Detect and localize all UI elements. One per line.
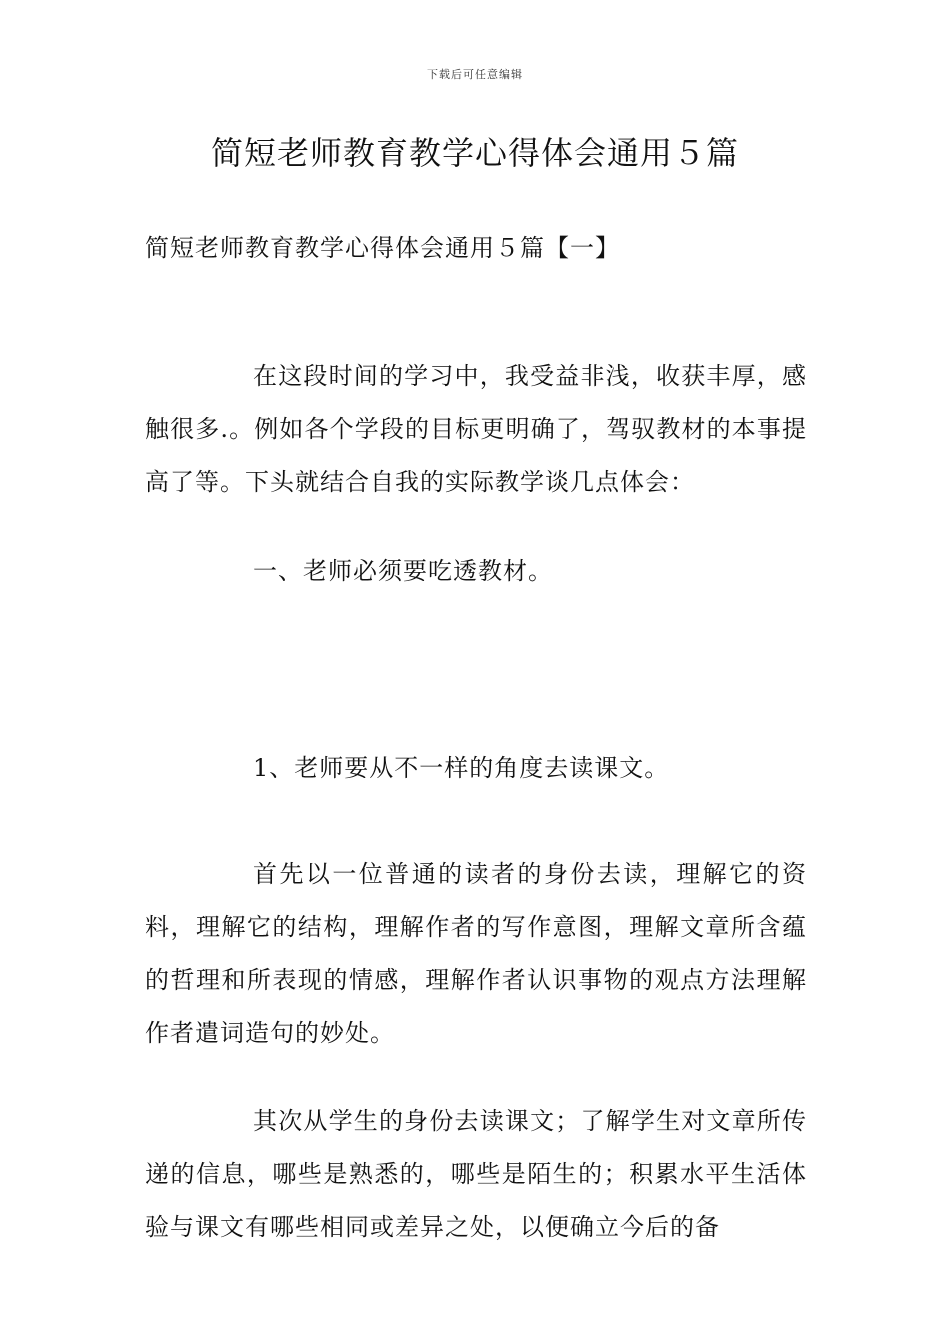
paragraph-intro: 在这段时间的学习中，我受益非浅，收获丰厚，感触很多.。例如各个学段的目标更明确了，驾驭教材的本事提高了等。下头就结合自我的实际教学谈几点体会： <box>145 362 807 496</box>
header-note: 下载后可任意编辑 <box>427 68 523 81</box>
subsection-heading-1: 1、老师要从不一样的角度去读课文。 <box>253 754 670 782</box>
section-heading-1: 一、老师必须要吃透教材。 <box>253 557 553 585</box>
document-subtitle: 简短老师教育教学心得体会通用５篇【一】 <box>145 234 620 262</box>
paragraph-reader-perspective: 首先以一位普通的读者的身份去读，理解它的资料，理解它的结构，理解作者的写作意图，理解文章所含蕴的哲理和所表现的情感，理解作者认识事物的观点方法理解作者遣词造句的妙处。 <box>145 860 807 1047</box>
document-title: 简短老师教育教学心得体会通用５篇 <box>210 134 739 172</box>
paragraph-student-perspective: 其次从学生的身份去读课文；了解学生对文章所传递的信息，哪些是熟悉的，哪些是陌生的；积累水平生活体验与课文有哪些相同或差异之处，以便确立今后的备 <box>145 1107 807 1241</box>
